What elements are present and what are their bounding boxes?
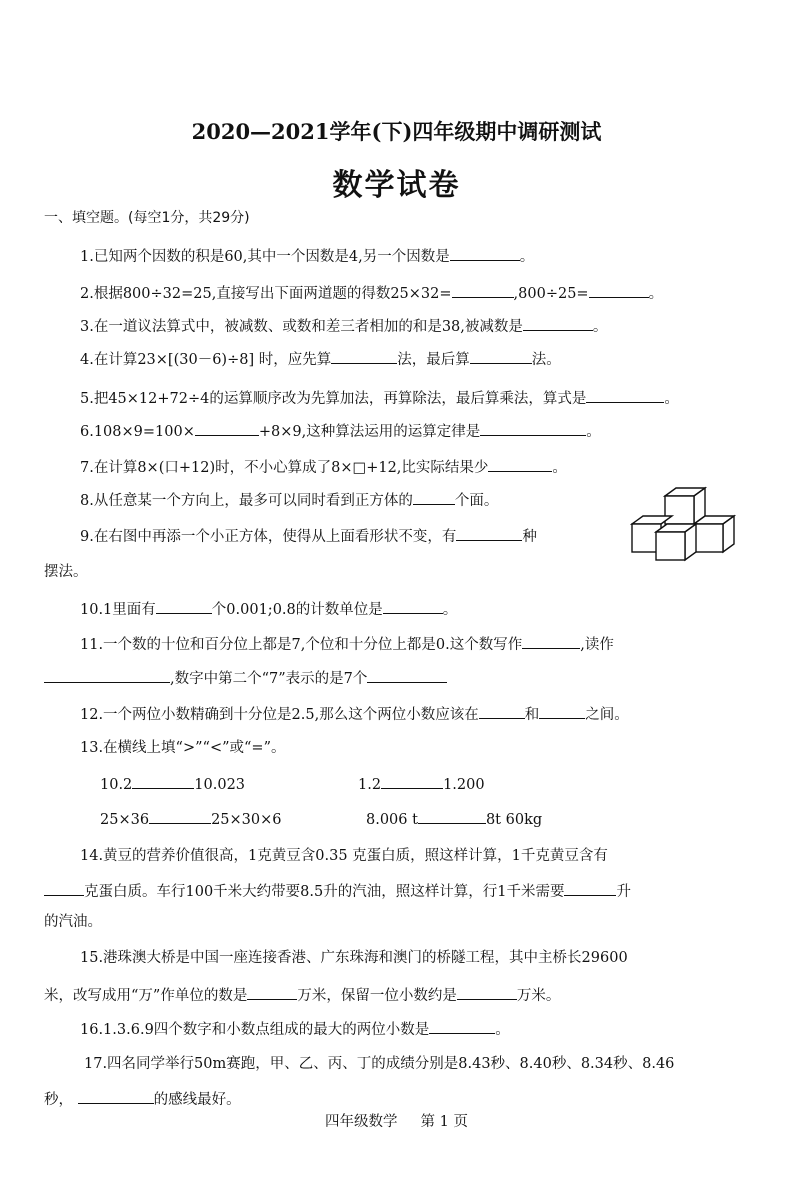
question-text: 和 [524, 707, 540, 723]
answer-blank[interactable] [418, 808, 486, 824]
question-text: 7.在计算8×(口+12)时，不小心算成了8×□+12,比实际结果少 [80, 460, 489, 476]
answer-blank[interactable] [564, 880, 616, 896]
question-text: 5.把45×12+72÷4的运算顺序改为先算加法，再算除法，最后算乘法，算式是 [80, 391, 587, 407]
answer-blank[interactable] [383, 598, 443, 614]
question-text: 克蛋白质。车行100千米大约带要8.5升的汽油，照这样计算，行1千米需要 [84, 884, 565, 900]
question-text: 万米，保留一位小数约是 [297, 988, 457, 1004]
answer-blank[interactable] [156, 598, 212, 614]
compare-row-2-left [100, 808, 282, 830]
answer-blank[interactable] [586, 387, 664, 403]
answer-blank[interactable] [450, 245, 520, 261]
answer-blank[interactable] [195, 420, 259, 436]
question-11-continued [44, 667, 447, 689]
answer-blank[interactable] [44, 880, 84, 896]
compare-row-1-left [100, 773, 245, 795]
question-text: 升 [616, 884, 631, 900]
answer-blank[interactable] [457, 984, 517, 1000]
question-text: 2.根据800÷32=25,直接写出下面两道题的得数25×32= [80, 286, 452, 302]
compare-row-2-right [366, 808, 542, 830]
compare-value: 10.023 [194, 777, 246, 793]
question-text: 6.108×9=100× [80, 424, 195, 440]
question-text: 11.一个数的十位和百分位上都是7,个位和十分位上都是0.这个数写作 [80, 637, 523, 653]
question-5 [80, 387, 679, 409]
question-10 [80, 598, 457, 620]
compare-value: 8.006 t [366, 812, 418, 828]
answer-blank[interactable] [589, 282, 649, 298]
answer-blank[interactable] [367, 667, 447, 683]
question-9-continued: 摆法。 [44, 564, 88, 580]
question-text: 个0.001;0.8的计数单位是 [211, 602, 383, 618]
compare-value: 25×30×6 [211, 812, 282, 828]
answer-blank[interactable] [452, 282, 514, 298]
question-text: 米，改写成用“万”作单位的数是 [44, 988, 248, 1004]
answer-blank[interactable] [480, 420, 586, 436]
exam-title: 2020—2021学年(下)四年级期中调研测试 [191, 119, 602, 144]
question-4 [80, 348, 561, 370]
page-footer: 四年级数学 第 1 页 [325, 1114, 468, 1130]
question-17: 17.四名同学举行50m赛跑，甲、乙、丙、丁的成绩分别是8.43秒、8.40秒、8.34秒、8.46 [84, 1056, 675, 1072]
question-text: 1.已知两个因数的积是60,其中一个因数是4,另一个因数是 [80, 249, 450, 265]
compare-row-1-right [358, 773, 485, 795]
compare-value: 1.2 [358, 777, 382, 793]
question-3 [80, 315, 607, 337]
compare-value: 8t 60kg [485, 812, 543, 828]
question-13: 13.在横线上填“>”“<”或“=”。 [80, 740, 286, 756]
answer-blank[interactable] [456, 525, 522, 541]
question-text: 万米。 [516, 988, 561, 1004]
question-text: 9.在右图中再添一个小正方体，使得从上面看形状不变，有 [80, 529, 457, 545]
question-7 [80, 456, 567, 478]
question-15-continued [44, 984, 560, 1006]
question-15: 15.港珠澳大桥是中国一座连接香港、广东珠海和澳门的桥隧工程，其中主桥长29600 [80, 950, 628, 966]
question-text: 。 [648, 286, 664, 302]
question-text: +8×9,这种算法运用的运算定律是 [258, 424, 481, 440]
question-text: 。 [442, 602, 458, 618]
question-text: 8.从任意某一个方向上，最多可以同时看到正方体的 [80, 493, 413, 509]
question-14-continued [44, 880, 631, 902]
question-11 [80, 633, 614, 655]
question-text: 。 [552, 460, 567, 476]
question-9 [80, 525, 537, 547]
question-14: 14.黄豆的营养价值很高，1克黄豆含0.35 克蛋白质，照这样计算，1千克黄豆含有 [80, 848, 608, 864]
question-text: 个面。 [454, 493, 499, 509]
exam-subtitle: 数学试卷 [332, 168, 461, 203]
question-text: 法，最后算 [397, 352, 470, 368]
compare-value: 1.200 [443, 777, 485, 793]
question-text: 4.在计算23×[(30－6)÷8] 时，应先算 [80, 352, 332, 368]
answer-blank[interactable] [381, 773, 443, 789]
answer-blank[interactable] [470, 348, 532, 364]
answer-blank[interactable] [132, 773, 194, 789]
compare-value: 25×36 [100, 812, 150, 828]
answer-blank[interactable] [44, 667, 170, 683]
question-text: 。 [664, 391, 679, 407]
question-text: 的感线最好。 [153, 1092, 241, 1108]
question-12 [80, 703, 629, 725]
question-text: 10.1里面有 [80, 602, 156, 618]
question-8 [80, 489, 498, 511]
answer-blank[interactable] [331, 348, 397, 364]
question-14-end: 的汽油。 [44, 914, 102, 930]
answer-blank[interactable] [539, 703, 585, 719]
answer-blank[interactable] [522, 633, 580, 649]
question-6 [80, 420, 601, 442]
question-text: 16.1.3.6.9四个数字和小数点组成的最大的两位小数是 [80, 1022, 430, 1038]
question-text: 秒， [44, 1092, 73, 1108]
question-1 [80, 245, 534, 267]
question-text: 之间。 [585, 707, 629, 723]
question-text: ,800÷25= [513, 286, 589, 302]
question-text: ,读作 [580, 637, 614, 653]
question-text: 。 [519, 249, 535, 265]
question-2 [80, 282, 663, 304]
section-heading: 一、填空题。(每空1分，共29分) [44, 210, 250, 226]
answer-blank[interactable] [488, 456, 552, 472]
answer-blank[interactable] [429, 1018, 495, 1034]
question-text: 。 [495, 1022, 510, 1038]
stacked-cubes-figure [630, 486, 740, 562]
answer-blank[interactable] [523, 315, 593, 331]
question-text: 。 [586, 424, 601, 440]
question-text: ,数字中第二个“7”表示的是7个 [170, 671, 368, 687]
question-16 [80, 1018, 510, 1040]
answer-blank[interactable] [479, 703, 525, 719]
question-17-continued [44, 1088, 241, 1110]
answer-blank[interactable] [149, 808, 211, 824]
question-text: 种 [522, 529, 537, 545]
answer-blank[interactable] [247, 984, 297, 1000]
question-text: 12.一个两位小数精确到十分位是2.5,那么这个两位小数应该在 [80, 707, 479, 723]
question-text: 法。 [531, 352, 561, 368]
question-text: 。 [592, 319, 608, 335]
question-text: 3.在一道议法算式中，被减数、或数和差三者相加的和是38,被减数是 [80, 319, 523, 335]
compare-value: 10.2 [100, 777, 133, 793]
answer-blank[interactable] [413, 489, 455, 505]
answer-blank[interactable] [78, 1088, 154, 1104]
